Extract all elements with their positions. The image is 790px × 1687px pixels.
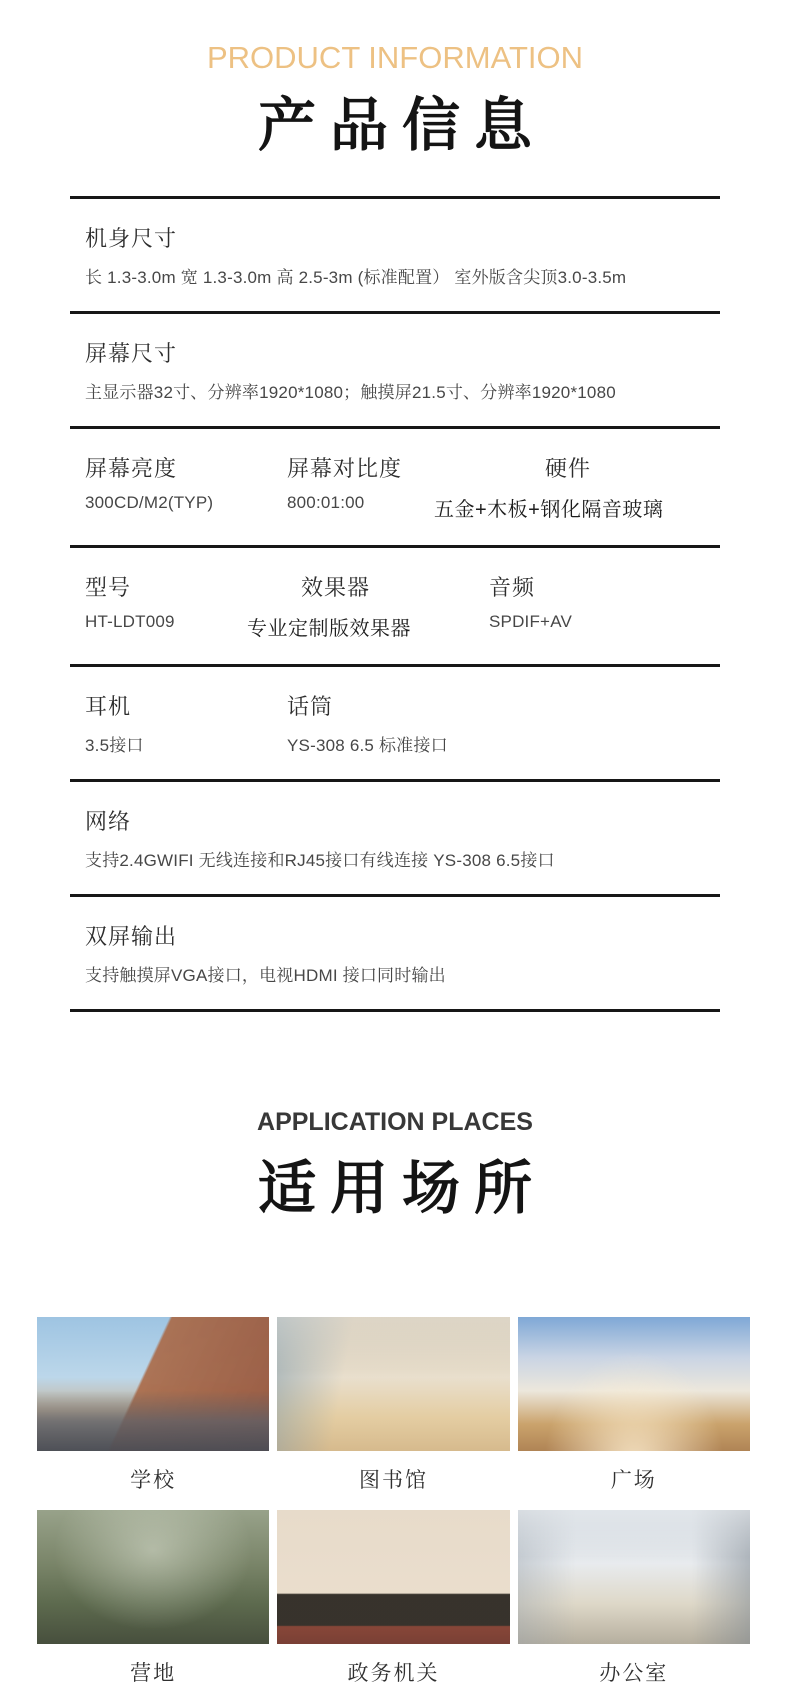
spec-table	[70, 196, 720, 1012]
place-cell-plaza	[518, 1317, 750, 1494]
spec-col-empty	[489, 690, 720, 756]
place-cell-library	[277, 1317, 509, 1494]
office-photo	[518, 1510, 750, 1644]
spec-col-headphone	[85, 690, 287, 756]
spec-section-dual-screen-output	[70, 894, 720, 1012]
government-office-photo	[277, 1510, 509, 1644]
spec-title: 网络	[85, 809, 132, 834]
spec-title: 屏幕对比度	[287, 456, 403, 481]
spec-title: 耳机	[85, 694, 132, 719]
spec-title: 型号	[85, 575, 132, 600]
place-caption: 办公室	[599, 1662, 669, 1685]
spec-title: 效果器	[301, 575, 371, 600]
spec-title: 屏幕尺寸	[85, 341, 178, 366]
camp-photo	[37, 1510, 269, 1644]
place-cell-government	[277, 1510, 509, 1687]
spec-title: 音频	[489, 575, 536, 600]
spec-value: 800:01:00	[287, 493, 365, 512]
plaza-photo	[518, 1317, 750, 1451]
spec-title: 屏幕亮度	[85, 456, 178, 481]
place-caption: 营地	[130, 1662, 177, 1685]
spec-section-screen-size	[70, 311, 720, 426]
product-info-header-zh: 产品信息	[257, 93, 546, 158]
spec-value: SPDIF+AV	[489, 612, 573, 631]
spec-col-effects	[247, 571, 489, 641]
spec-section-model-effects-audio	[70, 545, 720, 664]
spec-value: HT-LDT009	[85, 612, 175, 631]
place-cell-camp	[37, 1510, 269, 1687]
spec-col-brightness	[85, 452, 287, 522]
application-places-header-en: APPLICATION PLACES	[257, 1108, 533, 1136]
application-places-header-zh: 适用场所	[257, 1156, 546, 1221]
product-info-header-en: PRODUCT INFORMATION	[206, 40, 583, 75]
spec-col-hardware	[434, 452, 720, 522]
spec-title: 硬件	[545, 456, 592, 481]
spec-col-audio	[489, 571, 720, 641]
place-caption: 图书馆	[358, 1469, 428, 1492]
spec-title: 双屏输出	[85, 924, 178, 949]
place-caption: 学校	[130, 1469, 177, 1492]
spec-value: 长 1.3-3.0m 宽 1.3-3.0m 高 2.5-3m (标准配置） 室外版含尖顶3.0-3.5m	[85, 268, 627, 287]
school-photo	[37, 1317, 269, 1451]
spec-value: 主显示器32寸、分辨率1920*1080；触摸屏21.5寸、分辨率1920*1080	[85, 383, 616, 402]
spec-value: YS-308 6.5 标准接口	[287, 736, 448, 755]
spec-value: 专业定制版效果器	[247, 618, 411, 640]
spec-value: 支持触摸屏VGA接口，电视HDMI 接口同时输出	[85, 966, 446, 985]
spec-value: 五金+木板+钢化隔音玻璃	[434, 499, 664, 521]
place-caption: 政务机关	[347, 1662, 440, 1685]
spec-value: 支持2.4GWIFI 无线连接和RJ45接口有线连接 YS-308 6.5接口	[85, 851, 555, 870]
spec-section-network	[70, 779, 720, 894]
spec-title: 机身尺寸	[85, 226, 178, 251]
application-photo-grid	[37, 1317, 750, 1687]
spec-col-microphone	[287, 690, 489, 756]
spec-value: 300CD/M2(TYP)	[85, 493, 214, 512]
spec-section-brightness-contrast-hardware	[70, 426, 720, 545]
spec-section-headphone-mic	[70, 664, 720, 779]
spec-title: 话筒	[287, 694, 334, 719]
library-photo	[277, 1317, 509, 1451]
place-cell-office	[518, 1510, 750, 1687]
spec-section-body-size	[70, 196, 720, 311]
place-caption: 广场	[610, 1469, 657, 1492]
spec-value: 3.5接口	[85, 736, 144, 755]
place-cell-school	[37, 1317, 269, 1494]
